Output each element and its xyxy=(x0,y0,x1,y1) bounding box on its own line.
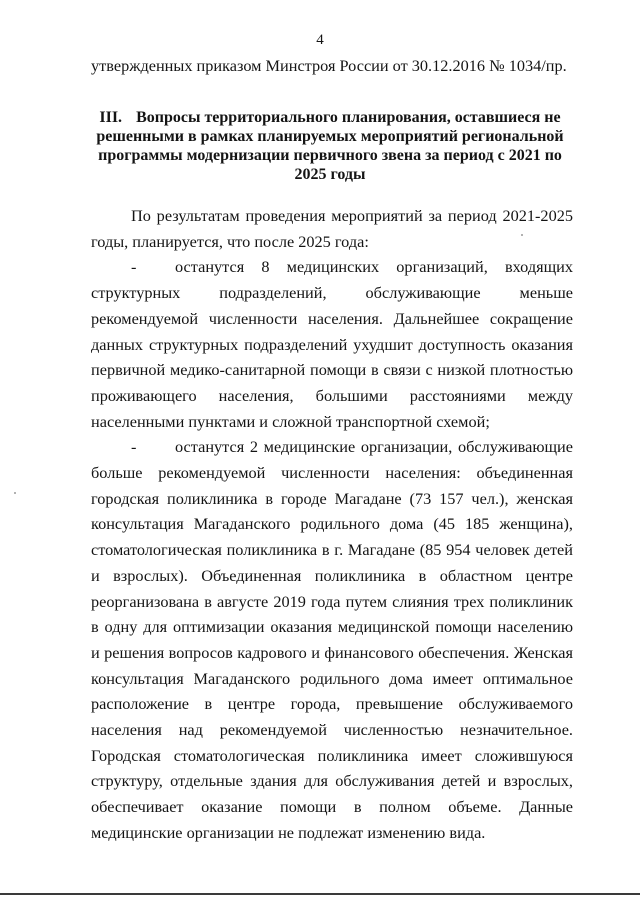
body-text xyxy=(91,203,573,846)
bullet-dash: - xyxy=(131,257,137,277)
page-number: 4 xyxy=(316,32,324,48)
intro-line: утвержденных приказом Минстроя России от 30.12.2016 № 1034/пр. xyxy=(91,56,567,75)
section-numeral: III. xyxy=(99,109,123,126)
section-title: Вопросы территориального планирования, оставшиеся не решенными в рамках планируемых мероприятий региональной программы модернизации первичного звена за период с 2021 по 2025 годы xyxy=(96,109,564,183)
bullet-paragraph-1 xyxy=(91,254,573,434)
section-heading xyxy=(91,108,569,184)
lead-paragraph: По результатам проведения мероприятий за период 2021-2025 годы, планируется, что после 2025 года: xyxy=(91,206,573,251)
scan-speck xyxy=(14,492,16,494)
scan-speck xyxy=(521,234,523,236)
bullet-paragraph-2 xyxy=(91,434,573,845)
bullet-text-2: останутся 2 медицинские организации, обслуживающие больше рекомендуемой численности населения: объединенная городская поликлиника в городе Магадане (73 157 чел.), женская консультация Магаданского родильного дома (45 185 женщина), стоматологическая поликлиника в г. Магадане (85 954 человек детей и взрослых). Объединенная поликлиника в областном центре реорганизована в августе 2019 года путем слияния трех поликлиник в одну для оптимизации оказания медицинской помощи населению и решения вопросов кадрового и финансового обеспечения. Женская консультация Магаданского родильного дома имеет оптимальное расположение в центре города, превышение обслуживаемого населения над рекомендуемой численностью незначительное. Городская стоматологическая поликлиника имеет сложившуюся структуру, отдельные здания для обслуживания детей и взрослых, обеспечивает оказание помощи в полном объеме. Данные медицинские организации не подлежат изменению вида. xyxy=(91,437,573,842)
bullet-text-1: останутся 8 медицинских организаций, входящих структурных подразделений, обслуживающие меньше рекомендуемой численности населения. Дальнейшее сокращение данных структурных подразделений ухудшит доступность оказания первичной медико-санитарной помощи в связи с низкой плотностью проживающего населения, большими расстояниями между населенными пунктами и сложной транспортной схемой; xyxy=(91,257,573,431)
bullet-dash: - xyxy=(131,437,137,457)
bottom-rule xyxy=(0,893,640,895)
